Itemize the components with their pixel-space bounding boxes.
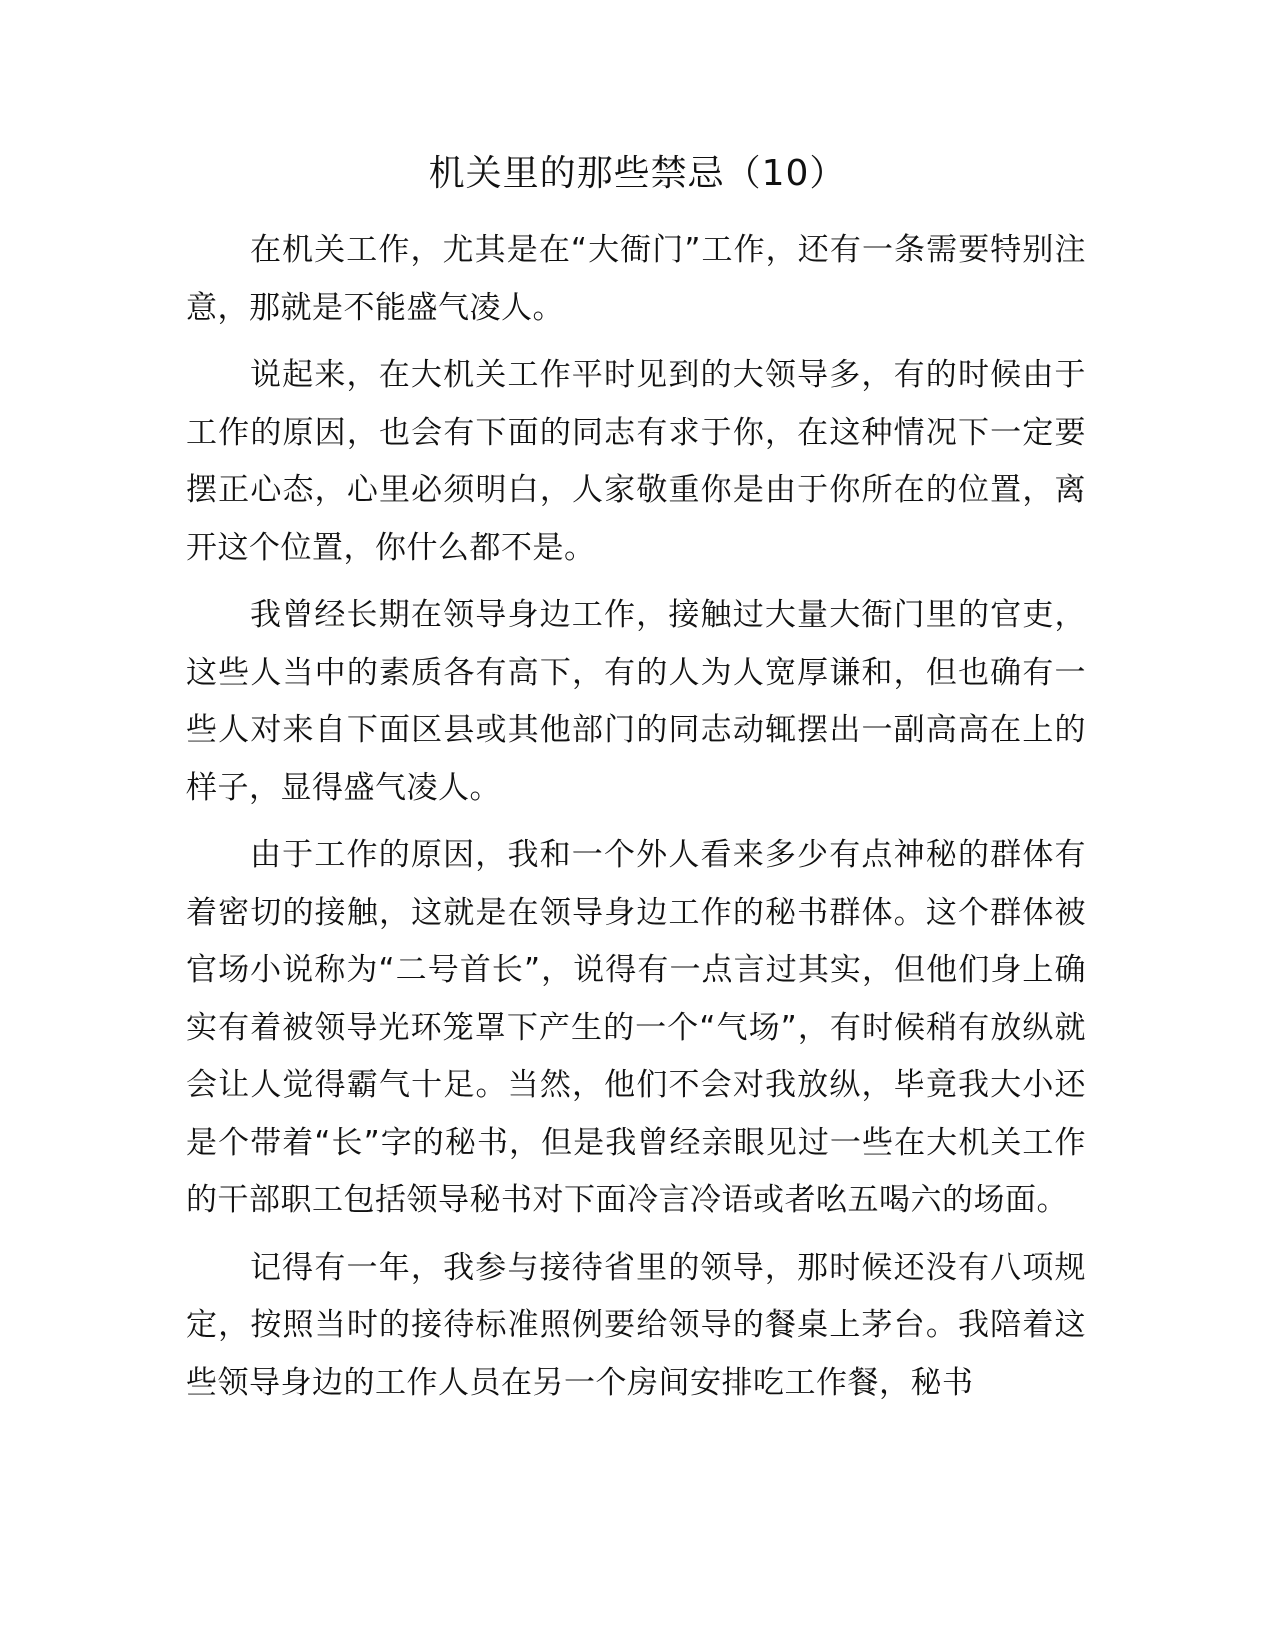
paragraph-5: 记得有一年，我参与接待省里的领导，那时候还没有八项规定，按照当时的接待标准照例要给领导的餐桌上茅台。我陪着这些领导身边的工作人员在另一个房间安排吃工作餐，秘书 — [186, 1249, 1086, 1401]
document-body — [186, 222, 1086, 1422]
paragraph-1: 在机关工作，尤其是在“大衙门”工作，还有一条需要特别注意，那就是不能盛气凌人。 — [186, 232, 1086, 326]
document-title: 机关里的那些禁忌（10） — [428, 153, 847, 194]
paragraph-4: 由于工作的原因，我和一个外人看来多少有点神秘的群体有着密切的接触，这就是在领导身边工作的秘书群体。这个群体被官场小说称为“二号首长”，说得有一点言过其实，但他们身上确实有着被领导光环笼罩下产生的一个“气场”，有时候稍有放纵就会让人觉得霸气十足。当然，他们不会对我放纵，毕竟我大小还是个带着“长”字的秘书，但是我曾经亲眼见过一些在大机关工作的干部职工包括领导秘书对下面冷言冷语或者吆五喝六的场面。 — [186, 837, 1086, 1218]
paragraph-2: 说起来，在大机关工作平时见到的大领导多，有的时候由于工作的原因，也会有下面的同志有求于你，在这种情况下一定要摆正心态，心里必须明白，人家敬重你是由于你所在的位置，离开这个位置，你什么都不是。 — [186, 357, 1086, 566]
paragraph-3: 我曾经长期在领导身边工作，接触过大量大衙门里的官吏，这些人当中的素质各有高下，有的人为人宽厚谦和，但也确有一些人对来自下面区县或其他部门的同志动辄摆出一副高高在上的样子，显得盛气凌人。 — [186, 597, 1086, 806]
